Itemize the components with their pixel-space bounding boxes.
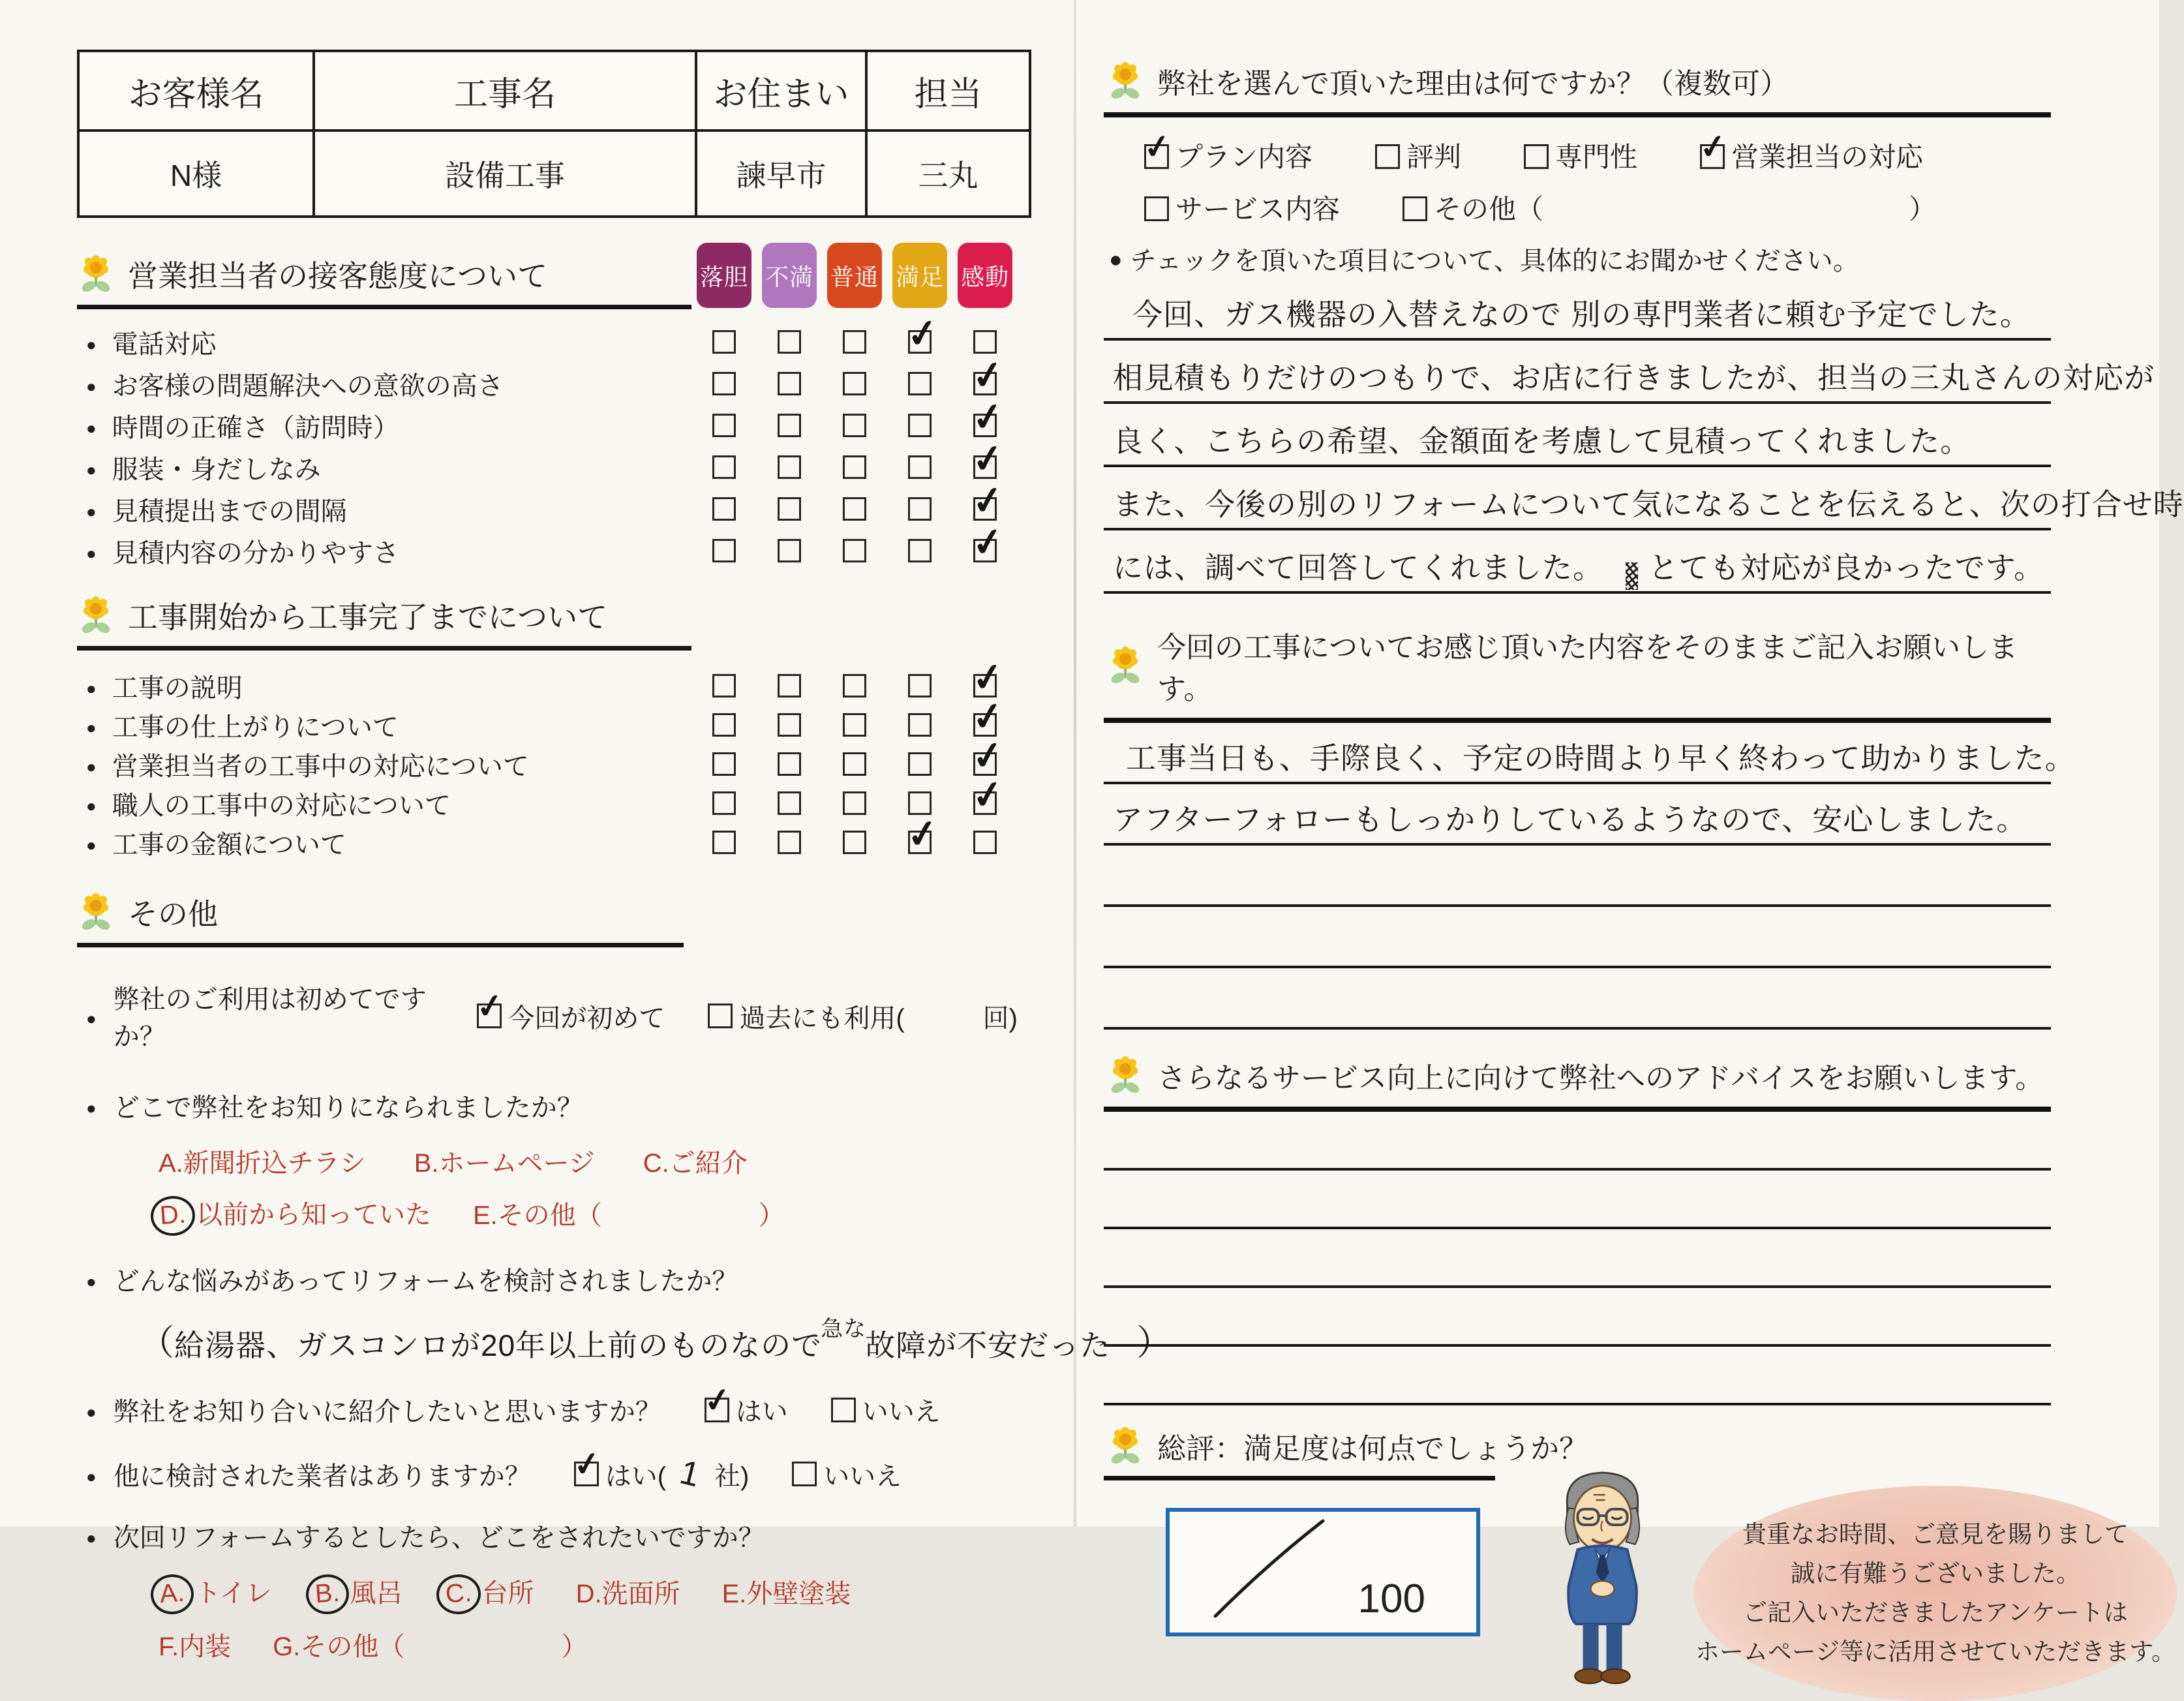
handwritten-comment: 今回、ガス機器の入替えなので 別の専門業者に頼む予定でした。 bbox=[1132, 298, 2031, 331]
rating-row-finish: ● 工事の仕上がりについて ✓ bbox=[77, 705, 1018, 744]
left-column bbox=[77, 50, 1172, 1663]
rating-checkbox[interactable] bbox=[973, 831, 997, 854]
checkbox[interactable] bbox=[1700, 144, 1725, 169]
flower-icon bbox=[1106, 1055, 1144, 1096]
score-box[interactable] bbox=[1166, 1508, 1480, 1636]
rating-checkbox[interactable] bbox=[973, 539, 997, 562]
bullet-icon bbox=[86, 453, 97, 482]
write-line[interactable] bbox=[1104, 530, 2051, 594]
residence: 諫早市 bbox=[696, 130, 866, 217]
reasons-row2 bbox=[1104, 188, 2051, 227]
section-divider bbox=[1104, 718, 2051, 723]
detail-note: ● チェックを頂いた項目について、具体的にお聞かせください。 bbox=[1104, 240, 2051, 277]
col-header-residence: お住まい bbox=[696, 51, 866, 130]
rating-checkbox[interactable] bbox=[973, 497, 997, 521]
rating-checkbox[interactable] bbox=[908, 674, 932, 697]
impression-header bbox=[1104, 624, 2051, 707]
bullet-icon bbox=[86, 1460, 97, 1489]
rating-checkbox[interactable] bbox=[973, 372, 997, 395]
rating-checkbox[interactable] bbox=[843, 330, 866, 354]
bullet-icon bbox=[86, 369, 97, 399]
flower-icon bbox=[1106, 1426, 1144, 1466]
rating-row-appearance: ● 服装・身だしなみ ✓ bbox=[77, 446, 1018, 488]
thanks-line: ホームページ等に活用させていただきます。 bbox=[1695, 1638, 2176, 1665]
checkbox[interactable] bbox=[831, 1398, 856, 1422]
section-divider bbox=[1104, 1107, 2051, 1112]
reason-other[interactable]: その他（ bbox=[1403, 188, 1543, 227]
thanks-ellipse bbox=[1694, 1486, 2177, 1701]
rating-checkbox[interactable] bbox=[843, 372, 866, 395]
option-other-reform[interactable]: G.その他（ ） bbox=[273, 1632, 588, 1661]
rating-checkbox[interactable] bbox=[843, 497, 866, 521]
col-header-customer: お客様名 bbox=[78, 51, 314, 130]
thanks-line: ご記入いただきましたアンケートは bbox=[1743, 1599, 2128, 1626]
handwritten-comment: には、調べて回答してくれました。 bbox=[1113, 551, 1603, 585]
option-exterior-paint[interactable]: E.外壁塗装 bbox=[721, 1579, 851, 1608]
rating-checkbox[interactable] bbox=[973, 791, 997, 815]
checkbox[interactable] bbox=[1375, 144, 1400, 169]
rating-checkbox[interactable] bbox=[908, 372, 932, 395]
checkbox[interactable] bbox=[574, 1462, 599, 1486]
handwritten-comment: 良く、こちらの希望、金額面を考慮して見積ってくれました。 bbox=[1113, 424, 1971, 458]
rating-row-punctuality: ● 時間の正確さ（訪問時） ✓ bbox=[77, 405, 1018, 446]
write-line[interactable] bbox=[1104, 723, 2076, 784]
thanks-line: 誠に有難うございました。 bbox=[1791, 1560, 2080, 1587]
option-bath[interactable]: B. 風呂 bbox=[314, 1572, 402, 1610]
rating-checkbox[interactable] bbox=[778, 674, 801, 697]
bullet-icon bbox=[86, 1091, 97, 1120]
question-how-did-you-know: ● どこで弊社をお知りになられましたか？ bbox=[77, 1087, 1018, 1124]
rating-checkbox[interactable] bbox=[712, 455, 736, 479]
reason-plan[interactable]: ✓プラン内容 bbox=[1144, 136, 1312, 175]
option-contractors-yes[interactable]: ✓ はい( 1 社) bbox=[574, 1454, 750, 1494]
rating-checkbox[interactable] bbox=[908, 497, 932, 521]
section1-title: 営業担当者の接客態度について bbox=[128, 259, 548, 293]
checkbox[interactable] bbox=[792, 1462, 817, 1486]
advice-header bbox=[1104, 1054, 2051, 1096]
option-washroom[interactable]: D.洗面所 bbox=[575, 1579, 680, 1608]
q6-options-row1 bbox=[77, 1572, 1018, 1610]
worries-answer[interactable]: （ 給湯器、ガスコンロが20年以上前のものなので 急な 故障が不安だった ） bbox=[77, 1315, 1018, 1365]
rating-checkbox[interactable] bbox=[908, 713, 932, 737]
rating-checkbox[interactable] bbox=[908, 752, 932, 776]
flower-icon bbox=[77, 254, 115, 294]
write-line-empty[interactable] bbox=[1104, 1347, 2051, 1405]
handwritten-answer: 故障が不安だった bbox=[865, 1328, 1111, 1362]
rating-checkbox[interactable] bbox=[908, 831, 932, 854]
flower-icon bbox=[1106, 645, 1144, 686]
handwritten-comment: 相見積もりだけのつもりで、お店に行きましたが、担当の三丸さんの対応が bbox=[1113, 361, 2155, 395]
rating-checkbox[interactable] bbox=[712, 372, 736, 395]
bullet-icon bbox=[86, 411, 97, 440]
checkbox[interactable] bbox=[477, 1004, 502, 1028]
bullet-icon bbox=[86, 1521, 97, 1550]
option-interior[interactable]: F.内装 bbox=[159, 1632, 232, 1661]
rating-row-phone: ● 電話対応 ✓ bbox=[77, 321, 1018, 363]
rating-checkbox[interactable] bbox=[778, 455, 801, 479]
rating-row-explanation: ● 工事の説明 ✓ bbox=[77, 666, 1018, 705]
rating-checkbox[interactable] bbox=[778, 752, 801, 776]
right-column bbox=[1104, 60, 2184, 1701]
rating-checkbox[interactable] bbox=[973, 455, 997, 479]
checkbox[interactable] bbox=[705, 1398, 729, 1422]
bullet-icon bbox=[1109, 244, 1123, 273]
option-used-before[interactable]: 過去にも利用( 回) bbox=[708, 998, 1018, 1035]
write-line-empty[interactable] bbox=[1104, 968, 2051, 1030]
question-recommend: ● 弊社をお知り合いに紹介したいと思いますか？ ✓ はい いいえ bbox=[77, 1391, 1018, 1428]
option-referral[interactable]: C.ご紹介 bbox=[643, 1149, 748, 1178]
option-other-source[interactable]: E.その他（ ） bbox=[473, 1201, 785, 1230]
section2-header bbox=[77, 594, 1018, 651]
rating-checkbox[interactable] bbox=[908, 455, 932, 479]
section3-header bbox=[77, 891, 684, 947]
ink-scribble bbox=[1626, 562, 1638, 590]
bullet-icon bbox=[86, 750, 97, 779]
option-first-time[interactable]: ✓ 今回が初めて bbox=[477, 998, 665, 1035]
option-recommend-no[interactable]: いいえ bbox=[831, 1391, 941, 1428]
rating-checkbox[interactable] bbox=[843, 713, 866, 737]
rating-checkbox[interactable] bbox=[712, 674, 736, 697]
reasons-title: 弊社を選んで頂いた理由は何ですか？（複数可） bbox=[1157, 68, 1789, 100]
bullet-icon bbox=[86, 1264, 97, 1294]
rating-row-sales-during-work: ● 営業担当者の工事中の対応について ✓ bbox=[77, 744, 1018, 784]
rating-chip-5: 感動 bbox=[958, 243, 1012, 308]
reason-reputation[interactable]: 評判 bbox=[1375, 136, 1461, 175]
section-divider bbox=[1104, 1476, 1495, 1480]
reason-expertise[interactable]: 専門性 bbox=[1524, 136, 1637, 175]
flower-icon bbox=[77, 892, 115, 932]
customer-name: N様 bbox=[78, 130, 314, 217]
bullet-icon bbox=[86, 789, 97, 818]
option-toilet[interactable]: A. トイレ bbox=[159, 1572, 272, 1610]
reason-sales-response[interactable]: ✓ 営業担当の対応 bbox=[1700, 136, 1923, 175]
q6-options-row2 bbox=[77, 1626, 1018, 1663]
checkbox[interactable] bbox=[708, 1004, 733, 1028]
customer-info-table bbox=[77, 50, 1031, 218]
rating-row-estimate-speed: ● 見積提出までの間隔 ✓ bbox=[77, 488, 1018, 530]
rating-checkbox[interactable] bbox=[778, 791, 801, 815]
write-line-empty[interactable] bbox=[1104, 1112, 2051, 1171]
flower-icon bbox=[77, 595, 115, 636]
rating-checkbox[interactable] bbox=[712, 713, 736, 737]
write-line[interactable] bbox=[1104, 277, 2051, 341]
q2-options-row1 bbox=[77, 1142, 1018, 1180]
thanks-line: 貴重なお時間、ご意見を賜りまして bbox=[1742, 1521, 2129, 1548]
rating-checkbox[interactable] bbox=[778, 539, 801, 562]
rating-chip-4: 満足 bbox=[892, 243, 947, 308]
bullet-icon bbox=[86, 671, 97, 701]
reasons-header bbox=[1104, 60, 2051, 102]
checkbox[interactable] bbox=[1144, 196, 1169, 221]
staff-name: 三丸 bbox=[866, 130, 1030, 217]
bullet-icon bbox=[86, 1002, 97, 1031]
question-worries: ● どんな悩みがあってリフォームを検討されましたか？ bbox=[77, 1261, 1018, 1298]
bullet-icon bbox=[86, 1395, 97, 1424]
write-line[interactable] bbox=[1104, 467, 2184, 530]
write-line-empty[interactable] bbox=[1104, 1288, 2051, 1347]
rating-checkbox[interactable] bbox=[778, 831, 801, 854]
paper-fold-crease bbox=[1074, 0, 1076, 1527]
write-line[interactable] bbox=[1104, 341, 2155, 404]
rating-row-price: ● 工事の金額について ✓ bbox=[77, 823, 1018, 862]
rating-chip-3: 普通 bbox=[827, 243, 882, 308]
rating-checkbox[interactable] bbox=[908, 414, 932, 437]
rating-checkbox[interactable] bbox=[843, 752, 866, 776]
reason-service[interactable]: サービス内容 bbox=[1144, 188, 1340, 227]
rating-checkbox[interactable] bbox=[778, 372, 801, 395]
rating-checkbox[interactable] bbox=[843, 831, 866, 854]
col-header-staff: 担当 bbox=[866, 51, 1030, 130]
rating-checkbox[interactable] bbox=[712, 831, 736, 854]
advice-title: さらなるサービス向上に向けて弊社へのアドバイスをお願いします。 bbox=[1157, 1062, 2044, 1094]
rating-row-estimate-clarity: ● 見積内容の分かりやすさ ✓ bbox=[77, 530, 1018, 572]
rating-chip-2: 不満 bbox=[762, 243, 817, 308]
rating-row-craftsmen: ● 職人の工事中の対応について ✓ bbox=[77, 784, 1018, 823]
overall-header bbox=[1104, 1425, 2051, 1467]
section1-header bbox=[77, 243, 1018, 309]
reasons-row1 bbox=[1104, 136, 2051, 175]
rating-row-problem-solving: ● お客様の問題解決への意欲の高さ ✓ bbox=[77, 363, 1018, 405]
write-line-empty[interactable] bbox=[1104, 1229, 2051, 1288]
question-first-time: ● 弊社のご利用は初めてですか？ ✓ 今回が初めて 過去にも利用( 回) bbox=[77, 979, 1018, 1053]
overall-title: 総評：満足度は何点でしょうか？ bbox=[1157, 1433, 1588, 1465]
bullet-icon bbox=[86, 828, 97, 857]
rating-checkbox[interactable] bbox=[908, 330, 932, 354]
handwritten-comment: アフターフォローもしっかりしているようなので、安心しました。 bbox=[1113, 803, 2027, 836]
score-max: 100 bbox=[1357, 1576, 1425, 1621]
rating-checkbox[interactable] bbox=[843, 414, 866, 437]
rating-checkbox[interactable] bbox=[843, 674, 866, 697]
rating-checkbox[interactable] bbox=[712, 330, 736, 354]
rating-chip-1: 落胆 bbox=[697, 243, 751, 308]
reason-other-close-paren: ） bbox=[1909, 194, 1937, 224]
rating-checkbox[interactable] bbox=[778, 497, 801, 521]
option-kitchen[interactable]: C. 台所 bbox=[444, 1572, 534, 1610]
checkbox[interactable] bbox=[1144, 144, 1169, 169]
checkbox[interactable] bbox=[1524, 144, 1549, 169]
write-line-empty[interactable] bbox=[1104, 1171, 2051, 1229]
question-next-reform: ● 次回リフォームするとしたら、どこをされたいですか？ bbox=[77, 1517, 1018, 1554]
rating-checkbox[interactable] bbox=[712, 752, 736, 776]
q2-options-row2 bbox=[77, 1194, 1018, 1232]
option-website[interactable]: B.ホームページ bbox=[414, 1149, 595, 1178]
option-flyer[interactable]: A.新聞折込チラシ bbox=[159, 1149, 366, 1178]
question-other-contractors: ● 他に検討された業者はありますか？ ✓ はい( 1 社) いいえ bbox=[77, 1454, 1018, 1494]
checkbox[interactable] bbox=[1403, 196, 1427, 221]
option-recommend-yes[interactable]: ✓ はい bbox=[705, 1391, 788, 1428]
rating-checkbox[interactable] bbox=[843, 791, 866, 815]
rating-checkbox[interactable] bbox=[778, 713, 801, 737]
old-man-illustration bbox=[1536, 1466, 1669, 1688]
rating-checkbox[interactable] bbox=[778, 330, 801, 354]
project-name: 設備工事 bbox=[314, 130, 696, 217]
section2-title: 工事開始から工事完了までについて bbox=[128, 600, 608, 634]
rating-checkbox[interactable] bbox=[908, 539, 932, 562]
rating-checkbox[interactable] bbox=[712, 791, 736, 815]
handwritten-comment: とても対応が良かったです。 bbox=[1648, 551, 2044, 585]
bullet-icon bbox=[86, 495, 97, 524]
rating-checkbox[interactable] bbox=[973, 330, 997, 354]
write-line-empty[interactable] bbox=[1104, 846, 2051, 907]
rating-checkbox[interactable] bbox=[778, 414, 801, 437]
section-divider bbox=[1104, 112, 2051, 117]
impression-title: 今回の工事についてお感じ頂いた内容をそのままご記入お願いします。 bbox=[1157, 632, 2018, 705]
rating-checkbox[interactable] bbox=[843, 455, 866, 479]
bullet-icon bbox=[86, 328, 97, 357]
rating-checkbox[interactable] bbox=[712, 539, 736, 562]
flower-icon bbox=[1106, 61, 1144, 101]
bullet-icon bbox=[86, 711, 97, 740]
rating-checkbox[interactable] bbox=[973, 414, 997, 437]
write-line[interactable] bbox=[1104, 784, 2051, 846]
overall-row bbox=[1104, 1495, 2176, 1701]
bullet-icon bbox=[86, 536, 97, 566]
handwritten-comment: 工事当日も、手際良く、予定の時間より早く終わって助かりました。 bbox=[1126, 741, 2076, 775]
handwritten-answer: 給湯器、ガスコンロが20年以上前のものなので bbox=[174, 1328, 823, 1362]
handwritten-comment: また、今後の別のリフォームについて気になることを伝えると、次の打合せ時 bbox=[1113, 487, 2184, 521]
write-line-empty[interactable] bbox=[1104, 907, 2051, 968]
handwritten-insert: 急な bbox=[821, 1317, 867, 1341]
section3-title: その他 bbox=[128, 897, 218, 931]
option-knew-before[interactable]: D. 以前から知っていた bbox=[159, 1194, 431, 1232]
write-line[interactable] bbox=[1104, 404, 2051, 467]
rating-checkbox[interactable] bbox=[843, 539, 866, 562]
rating-checkbox[interactable] bbox=[712, 414, 736, 437]
rating-checkbox[interactable] bbox=[712, 497, 736, 521]
col-header-project: 工事名 bbox=[314, 51, 696, 130]
option-contractors-no[interactable]: いいえ bbox=[792, 1456, 902, 1493]
handwritten-count: 1 bbox=[676, 1453, 705, 1495]
